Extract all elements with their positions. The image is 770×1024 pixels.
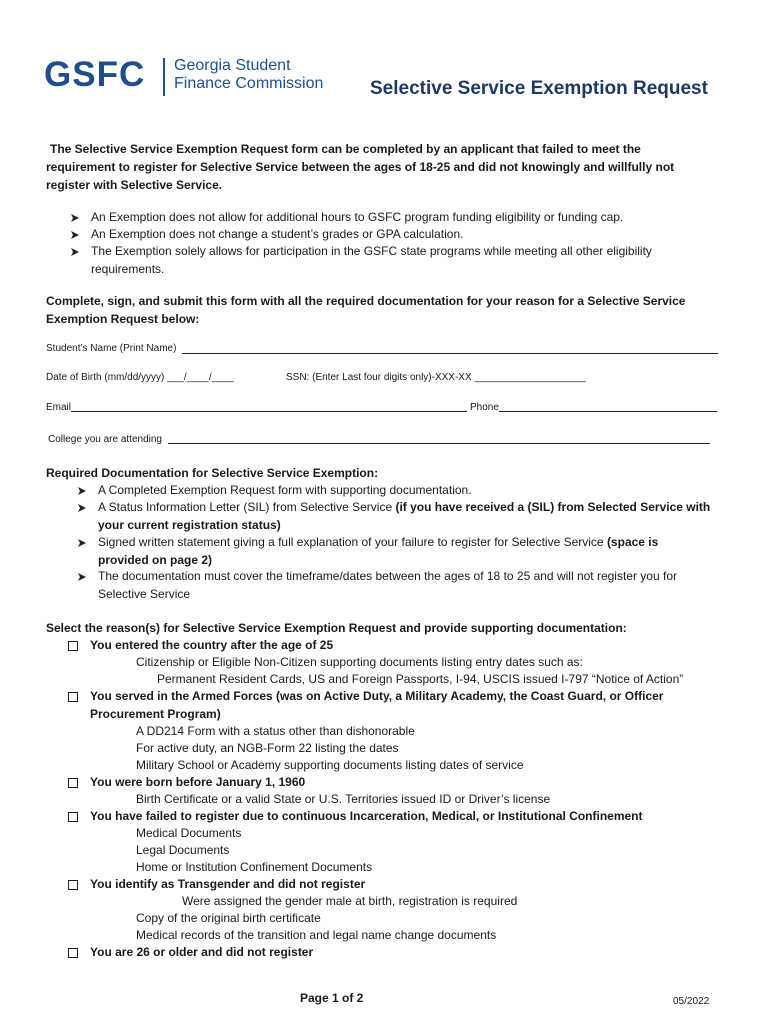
arrow-bullet-icon [78,539,86,547]
reason-checkbox-26-or-older[interactable] [68,948,78,958]
reason-checkbox-entered-after-25[interactable] [68,641,78,651]
note-item: The Exemption solely allows for participation in the GSFC state programs while meeting all other eligibility [91,244,652,258]
reason-doc: A DD214 Form with a status other than dishonorable [136,724,415,738]
note-item: An Exemption does not change a student’s grades or GPA calculation. [91,227,464,241]
form-title: Selective Service Exemption Request [370,78,708,99]
reason-doc: Permanent Resident Cards, US and Foreign Passports, I-94, USCIS issued I-797 “Notice of Action” [157,672,684,686]
reason-label: You have failed to register due to continuous Incarceration, Medical, or Institutional Confinement [90,809,643,823]
required-doc-item: A Completed Exemption Request form with supporting documentation. [98,483,472,497]
intro-line: register with Selective Service. [46,178,223,192]
required-docs-heading: Required Documentation for Selective Service Exemption: [46,466,379,480]
email-input[interactable] [71,399,467,412]
required-doc-item: A Status Information Letter (SIL) from Selective Service (if you have received a (SIL) from Selected Service with [98,500,711,514]
reason-checkbox-confinement[interactable] [68,812,78,822]
reason-label-continued: Procurement Program) [90,707,221,721]
logo-divider [163,58,165,96]
reason-doc: For active duty, an NGB-Form 22 listing the dates [136,741,399,755]
email-label: Email [46,402,72,413]
logo-text-line2: Finance Commission [174,75,324,92]
intro-line: The Selective Service Exemption Request form can be completed by an applicant that failed to meet the [50,142,641,156]
reason-doc: Copy of the original birth certificate [136,911,321,925]
gsfc-logo-mark: GSFC [44,55,146,94]
reason-label: You are 26 or older and did not register [90,945,314,959]
reason-checkbox-born-before-1960[interactable] [68,778,78,788]
reason-doc: Birth Certificate or a valid State or U.S. Territories issued ID or Driver’s license [136,792,551,806]
reason-doc: Legal Documents [136,843,230,857]
page-number: Page 1 of 2 [300,991,364,1005]
phone-input[interactable] [499,399,717,412]
revision-date: 05/2022 [673,996,710,1007]
instructions-line: Exemption Request below: [46,312,200,326]
reason-doc: Citizenship or Eligible Non-Citizen supporting documents listing entry dates such as: [136,655,583,669]
note-item-continued: requirements. [91,262,165,276]
note-item: An Exemption does not allow for additional hours to GSFC program funding eligibility or funding cap. [91,210,624,224]
reason-doc: Home or Institution Confinement Documents [136,860,373,874]
reason-checkbox-transgender[interactable] [68,880,78,890]
required-doc-item-continued: Selective Service [98,587,191,601]
arrow-bullet-icon [78,573,86,581]
student-name-label: Student’s Name (Print Name) [46,343,177,354]
phone-label: Phone [470,402,499,413]
intro-line: requirement to register for Selective Service between the ages of 18-25 and did not knowingly and willfully not [46,160,675,174]
required-doc-item-continued: your current registration status) [98,518,281,532]
reason-label: You were born before January 1, 1960 [90,775,306,789]
date-of-birth-field[interactable]: Date of Birth (mm/dd/yyyy) ___/____/____ [46,372,234,383]
college-input[interactable] [168,432,710,444]
reasons-heading: Select the reason(s) for Selective Service Exemption Request and provide supporting documentation: [46,621,627,635]
required-doc-item-continued: provided on page 2) [98,553,213,567]
arrow-bullet-icon [71,231,79,239]
instructions-line: Complete, sign, and submit this form with all the required documentation for your reason for a Selective Service [46,294,686,308]
reason-doc: Medical records of the transition and legal name change documents [136,928,497,942]
reason-doc: Medical Documents [136,826,242,840]
logo-text-line1: Georgia Student [174,57,291,74]
reason-doc: Were assigned the gender male at birth, registration is required [182,894,518,908]
ssn-field[interactable]: SSN: (Enter Last four digits only)-XXX-XX ____________________ [286,372,586,383]
reason-checkbox-armed-forces[interactable] [68,692,78,702]
college-label: College you are attending [48,434,162,445]
student-name-input[interactable] [182,341,718,354]
reason-doc: Military School or Academy supporting documents listing dates of service [136,758,524,772]
required-doc-item: Signed written statement giving a full explanation of your failure to register for Selective Service (space is [98,535,659,549]
arrow-bullet-icon [78,504,86,512]
arrow-bullet-icon [71,214,79,222]
reason-label: You entered the country after the age of 25 [90,638,334,652]
arrow-bullet-icon [78,487,86,495]
reason-label: You served in the Armed Forces (was on Active Duty, a Military Academy, the Coast Guard, or Officer [90,689,664,703]
required-doc-item: The documentation must cover the timeframe/dates between the ages of 18 to 25 and will not register you for [98,569,677,583]
reason-label: You identify as Transgender and did not register [90,877,366,891]
arrow-bullet-icon [71,248,79,256]
